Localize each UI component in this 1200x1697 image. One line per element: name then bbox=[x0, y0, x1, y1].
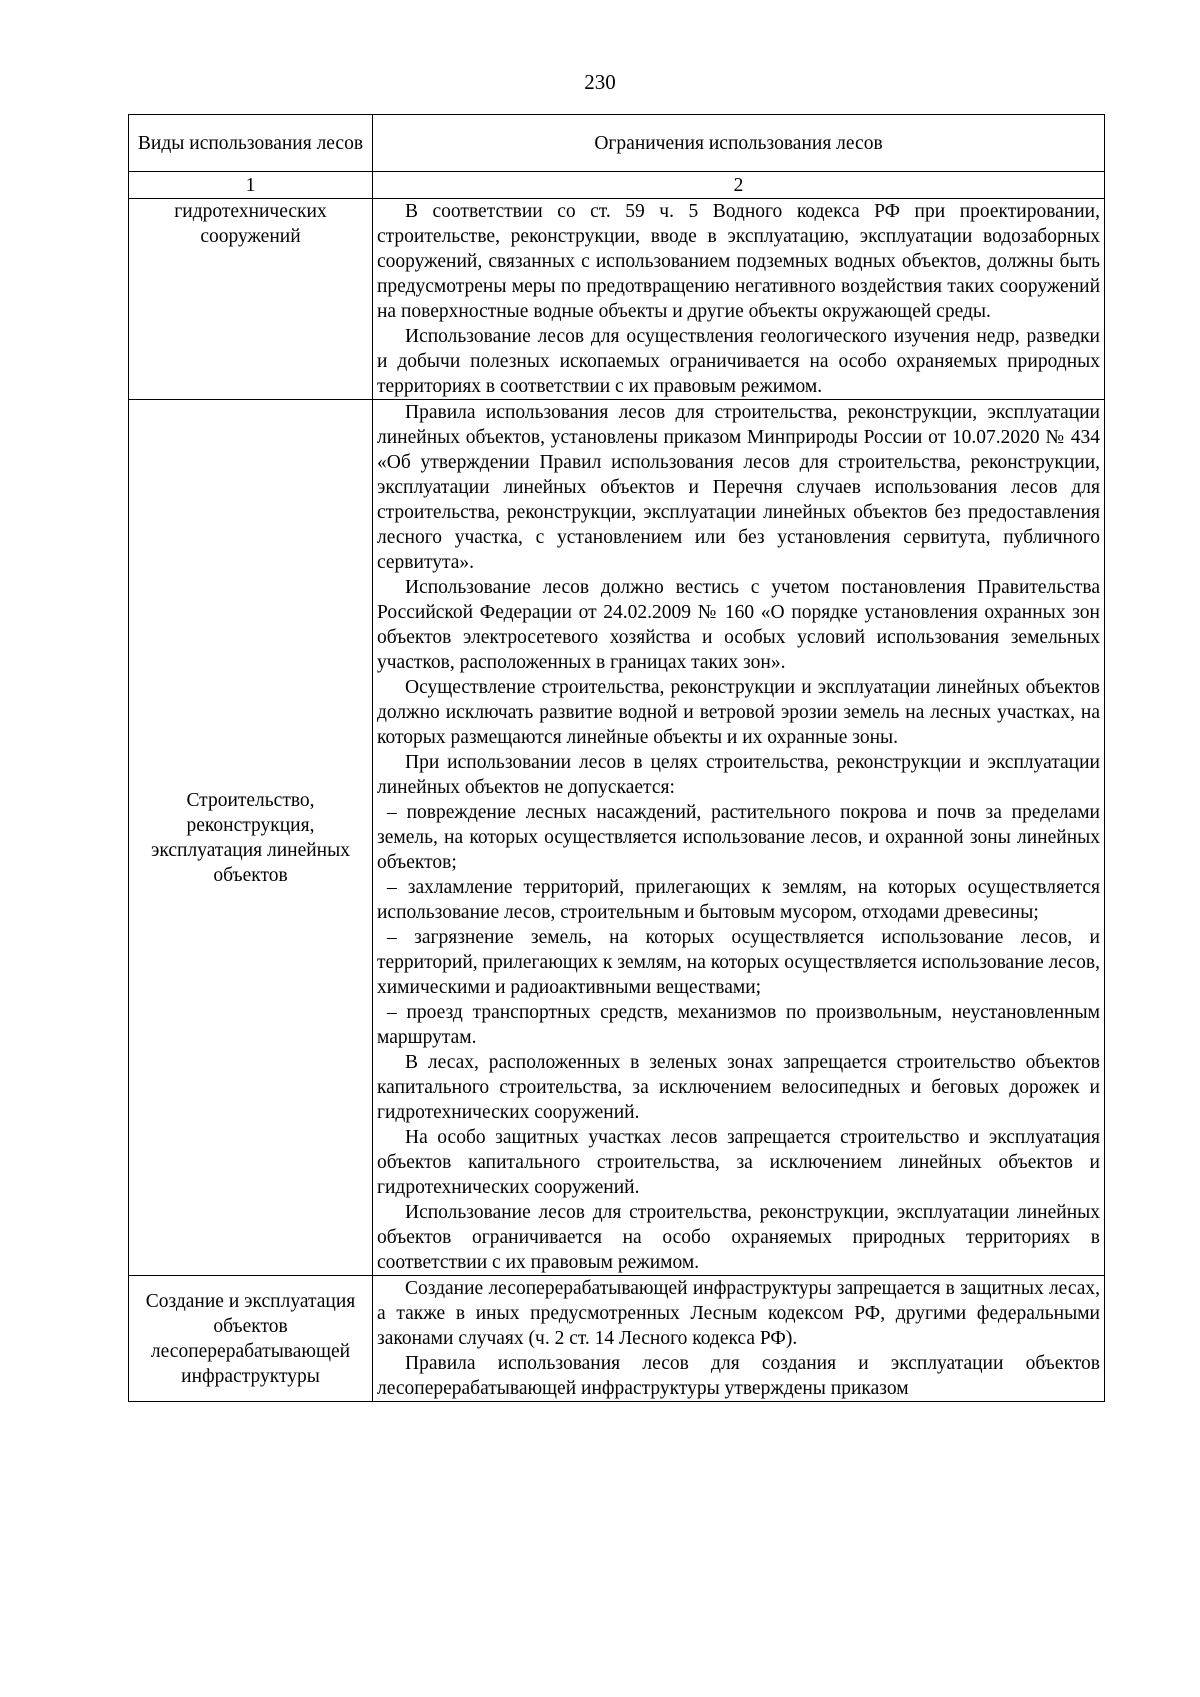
paragraph: При использовании лесов в целях строительства, реконструкции и эксплуатации линейных объектов не допускается: bbox=[377, 752, 1100, 798]
paragraph: Использование лесов для строительства, реконструкции, эксплуатации линейных объектов ограничивается на особо охраняемых природных территориях в соответствии с их правовым режимом. bbox=[377, 1202, 1100, 1273]
table-row bbox=[129, 400, 1105, 1276]
header-forest-use-restrictions: Ограничения использования лесов bbox=[373, 115, 1105, 172]
paragraph: Использование лесов для осуществления геологического изучения недр, разведки и добычи полезных ископаемых ограничивается на особо охраняемых природных территориях в соответствии с их правовым режимом. bbox=[377, 326, 1100, 397]
table-row bbox=[129, 199, 1105, 400]
table-header-row bbox=[129, 115, 1105, 172]
row-use-type: Строительство, реконструкция, эксплуатация линейных объектов bbox=[129, 400, 373, 1276]
paragraph: Использование лесов должно вестись с учетом постановления Правительства Российской Федерации от 24.02.2009 № 160 «О порядке установления охранных зон объектов электросетевого хозяйства и особых условий использования земельных участков, расположенных в границах таких зон». bbox=[377, 577, 1100, 673]
column-number-1: 1 bbox=[129, 172, 373, 199]
row-use-type: Создание и эксплуатация объектов лесоперерабатывающей инфраструктуры bbox=[129, 1276, 373, 1402]
header-forest-use-types: Виды использования лесов bbox=[129, 115, 373, 172]
list-item: – повреждение лесных насаждений, растительного покрова и почв за пределами земель, на которых осуществляется использование лесов, и охранной зоны линейных объектов; bbox=[377, 802, 1100, 873]
column-number-2: 2 bbox=[373, 172, 1105, 199]
paragraph: Правила использования лесов для создания и эксплуатации объектов лесоперерабатывающей инфраструктуры утверждены приказом bbox=[377, 1353, 1100, 1399]
paragraph: Правила использования лесов для строительства, реконструкции, эксплуатации линейных объектов, установлены приказом Минприроды России от 10.07.2020 № 434 «Об утверждении Правил использования лесов для строительства, реконструкции, эксплуатации линейных объектов и Перечня случаев использования лесов для строительства, реконструкции, эксплуатации линейных объектов без предоставления лесного участка, с установлением или без установления сервитута, публичного сервитута». bbox=[377, 402, 1100, 573]
list-item: – проезд транспортных средств, механизмов по произвольным, неустановленным маршрутам. bbox=[377, 1002, 1100, 1048]
paragraph: В лесах, расположенных в зеленых зонах запрещается строительство объектов капитального строительства, за исключением велосипедных и беговых дорожек и гидротехнических сооружений. bbox=[377, 1052, 1100, 1123]
paragraph: В соответствии со ст. 59 ч. 5 Водного кодекса РФ при проектировании, строительстве, реконструкции, вводе в эксплуатацию, эксплуатации водозаборных сооружений, связанных с использованием подземных водных объектов, должны быть предусмотрены меры по предотвращению негативного воздействия таких сооружений на поверхностные водные объекты и другие объекты окружающей среды. bbox=[377, 201, 1100, 322]
list-item: – загрязнение земель, на которых осуществляется использование лесов, и территорий, прилегающих к землям, на которых осуществляется использование лесов, химическими и радиоактивными веществами; bbox=[377, 927, 1100, 998]
list-item: – захламление территорий, прилегающих к землям, на которых осуществляется использование лесов, строительным и бытовым мусором, отходами древесины; bbox=[377, 877, 1100, 923]
table-numbering-row bbox=[129, 172, 1105, 199]
table-row bbox=[129, 1276, 1105, 1402]
paragraph: Осуществление строительства, реконструкции и эксплуатации линейных объектов должно исключать развитие водной и ветровой эрозии земель на лесных участках, на которых размещаются линейные объекты и их охранные зоны. bbox=[377, 677, 1100, 748]
row-restrictions bbox=[373, 199, 1105, 400]
restrictions-table bbox=[128, 114, 1105, 1402]
row-use-type: гидротехнических сооружений bbox=[129, 199, 373, 400]
row-restrictions bbox=[373, 400, 1105, 1276]
row-restrictions bbox=[373, 1276, 1105, 1402]
paragraph: На особо защитных участках лесов запрещается строительство и эксплуатация объектов капитального строительства, за исключением линейных объектов и гидротехнических сооружений. bbox=[377, 1127, 1100, 1198]
page-number: 230 bbox=[584, 70, 616, 94]
paragraph: Создание лесоперерабатывающей инфраструктуры запрещается в защитных лесах, а также в иных предусмотренных Лесным кодексом РФ, другими федеральными законами случаях (ч. 2 ст. 14 Лесного кодекса РФ). bbox=[377, 1278, 1100, 1349]
